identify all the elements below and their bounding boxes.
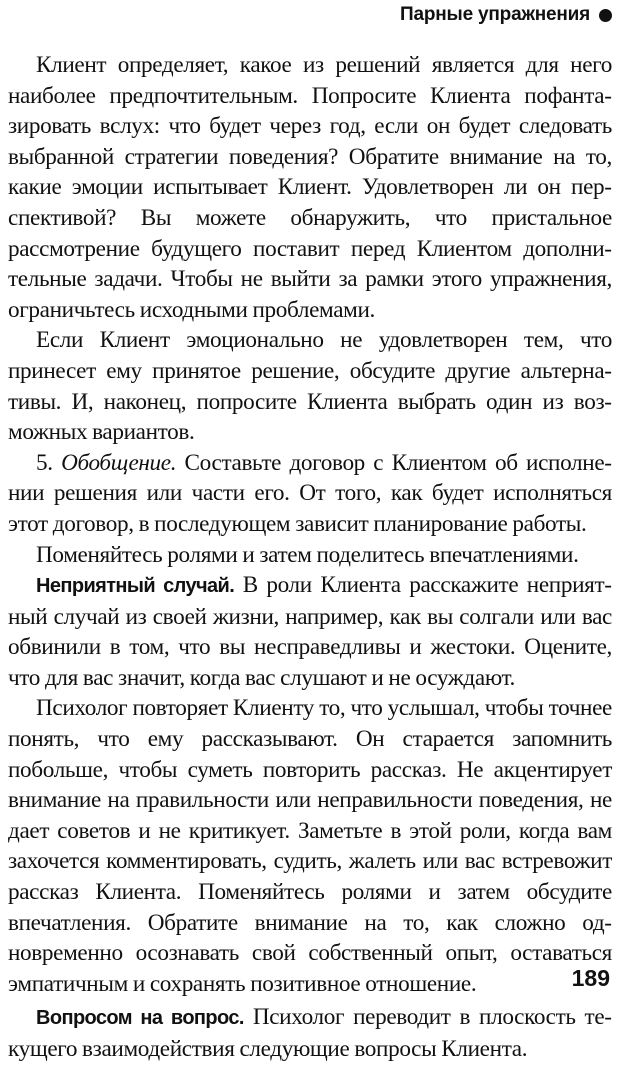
paragraph-unpleasant-case (8, 570, 612, 693)
exercise-title: Неприятный случай. (36, 575, 235, 598)
bullet-icon (599, 9, 612, 22)
paragraph-text: Составьте договор с Клиентом об исполнении решения или части его. От того, как будет исполняться этот договор, в последующем зависит планирование работы. (8, 449, 612, 537)
step-title: Обобщение. (61, 449, 177, 476)
paragraph-switch-roles (8, 540, 612, 571)
paragraph-text: Поменяйтесь ролями и затем поделитесь впечатлениями. (36, 541, 579, 568)
paragraph-outcome-review (8, 50, 612, 325)
paragraph-text: Психолог переводит в плоскость текущего взаимодействия следующие вопросы Клиента. (8, 1004, 612, 1062)
paragraph-text: Если Клиент эмоционально не удовлетворен тем, что принесет ему принятое решение, обсудите другие альтернативы. И, наконец, попросите Клиента выбрать один из возможных вариантов. (8, 327, 612, 446)
paragraph-step-5 (8, 448, 612, 540)
paragraph-question-for-question (8, 1002, 612, 1064)
paragraph-text: Клиент определяет, какое из решений является для него наиболее предпочтительным. Попросите Клиента пофантазировать вслух: что будет через год, если он будет следовать выбранной стратегии поведения? Обратите внимание на то, какие эмоции испытывает Клиент. Удовлетворен ли он перспективой? Вы можете обнаружить, что пристальное рассмотрение будущего поставит перед Клиентом дополнительные задачи. Чтобы не выйти за рамки этого упражнения, ограничьтесь исходными проблемами. (8, 52, 612, 323)
paragraph-text: В роли Клиента расскажите неприятный случай из своей жизни, например, как вы солгали или вас обвинили в том, что вы несправедливы и жестоки. Оцените, что для вас значит, когда вас слушают и не осуждают. (8, 572, 612, 691)
page-number: 189 (571, 965, 610, 991)
exercise-title: Вопросом на вопрос. (36, 1007, 244, 1030)
paragraph-text: Психолог повторяет Клиенту то, что услышал, чтобы точнее понять, что ему рассказывают. Он старается запомнить побольше, чтобы суметь повторить рассказ. Не акцентирует внимание на правильности или неправильности поведения, не дает советов и не критикует. Заметьте в этой роли, когда вам захочется комментировать, судить, жалеть или вас встревожит рассказ Клиента. Поменяйтесь ролями и затем обсудите впечатления. Обратите внимание на то, как сложно одновременно осознавать свой собственный опыт, оставаться эмпатичным и сохранять позитивное отношение. (8, 695, 612, 997)
body-text (8, 50, 612, 1065)
paragraph-alternatives (8, 325, 612, 447)
step-number: 5. (36, 449, 62, 476)
running-title: Парные упражнения (400, 4, 590, 25)
paragraph-psychologist-repeats (8, 693, 612, 999)
running-header (400, 2, 612, 28)
